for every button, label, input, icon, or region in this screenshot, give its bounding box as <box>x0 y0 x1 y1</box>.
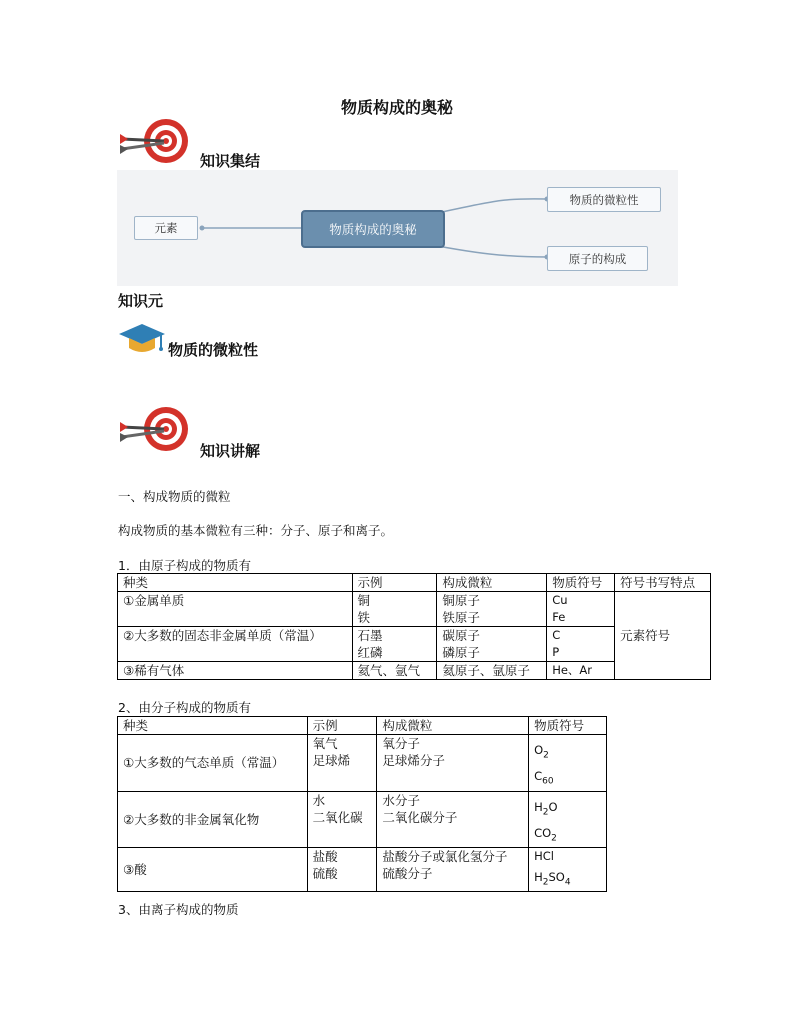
symbol-cell <box>529 848 607 892</box>
particle-2: 二氧化碳分子 <box>382 809 458 825</box>
symbol-O2: $O_2$ <box>534 743 549 761</box>
header-cell: 构成微粒 <box>437 574 547 592</box>
symbol-CO2: $CO_2$ <box>534 825 557 844</box>
kind-cell: ②大多数的固态非金属单质（常温） <box>118 627 353 662</box>
heading-particles: 一、构成物质的微粒 <box>118 489 231 504</box>
symbol-cell <box>529 735 607 792</box>
kind-cell: ①金属单质 <box>118 592 353 627</box>
header-cell: 构成微粒 <box>377 717 529 735</box>
example-2: 足球烯 <box>312 753 351 768</box>
example-cell <box>307 848 377 892</box>
mind-map <box>117 170 678 286</box>
section-collect-heading: 知识集结 <box>200 152 261 170</box>
example-cell <box>307 791 377 848</box>
particle-cell <box>377 735 529 792</box>
table-row <box>118 791 607 848</box>
example-2: 二氧化碳 <box>312 809 363 825</box>
example-2: 铁 <box>357 610 371 625</box>
section-micro-heading: 物质的微粒性 <box>168 341 259 359</box>
header-cell: 物质符号 <box>529 717 607 735</box>
particle-2: 足球烯分子 <box>382 753 445 768</box>
particle-2: 铁原子 <box>442 610 480 625</box>
feature-cell: 元素符号 <box>615 592 711 680</box>
molecule-substances-table <box>117 716 607 892</box>
particle-cell <box>377 791 529 848</box>
particle-cell <box>437 627 547 662</box>
example-1: 水 <box>312 792 326 808</box>
symbol-H2SO4: $H_2SO_4$ <box>534 870 571 888</box>
symbol-H2O: $H_2O$ <box>534 799 558 817</box>
example-1: 铜 <box>357 593 371 608</box>
particle-cell <box>377 848 529 892</box>
symbol-2: Fe <box>552 610 566 624</box>
symbol-1: C <box>552 628 561 642</box>
symbol-cell <box>547 592 615 627</box>
particle-1: 铜原子 <box>442 593 480 608</box>
mind-node-center: 物质构成的奥秘 <box>301 210 445 248</box>
particle-1: 氧分子 <box>382 736 420 751</box>
intro-text: 构成物质的基本微粒有三种：分子、原子和离子。 <box>118 523 394 538</box>
header-cell: 种类 <box>118 574 353 592</box>
particle-2: 硫酸分子 <box>382 866 433 882</box>
symbol-C60: $C_{60}$ <box>534 769 554 787</box>
example-cell: 氦气、氩气 <box>352 662 437 680</box>
table-header-row <box>118 574 711 592</box>
header-cell: 示例 <box>307 717 377 735</box>
particle-1: 碳原子 <box>442 628 480 643</box>
subheading-molecules: 2、由分子构成的物质有 <box>118 700 251 715</box>
example-cell <box>352 592 437 627</box>
particle-cell <box>437 592 547 627</box>
symbol-1: Cu <box>552 593 568 607</box>
particle-cell: 氦原子、氩原子 <box>437 662 547 680</box>
example-1: 盐酸 <box>312 849 338 865</box>
subheading-atoms: 1．由原子构成的物质有 <box>118 558 251 573</box>
table-row <box>118 735 607 792</box>
target-icon <box>118 117 192 167</box>
kind-cell: ③稀有气体 <box>118 662 353 680</box>
symbol-cell <box>547 627 615 662</box>
symbol-2: P <box>552 645 560 659</box>
section-explain-heading: 知识讲解 <box>200 442 261 460</box>
table-header-row <box>118 717 607 735</box>
table-row <box>118 592 711 627</box>
example-2: 硫酸 <box>312 866 338 882</box>
mind-node-particle: 物质的微粒性 <box>547 187 661 212</box>
symbol-cell <box>529 791 607 848</box>
example-cell <box>352 627 437 662</box>
particle-1: 水分子 <box>382 792 420 808</box>
header-cell: 符号书写特点 <box>615 574 711 592</box>
example-1: 石墨 <box>357 628 383 643</box>
mind-node-element: 元素 <box>134 216 198 240</box>
mind-node-atom: 原子的构成 <box>547 246 648 271</box>
particle-1: 盐酸分子或氯化氢分子 <box>382 849 508 865</box>
kind-cell: ②大多数的非金属氧化物 <box>118 791 308 848</box>
example-2: 红磷 <box>357 645 383 660</box>
header-cell: 物质符号 <box>547 574 615 592</box>
table-row <box>118 848 607 892</box>
particle-2: 磷原子 <box>442 645 480 660</box>
page-title: 物质构成的奥秘 <box>340 98 453 117</box>
target-icon <box>118 405 192 455</box>
kind-cell: ③酸 <box>118 848 308 892</box>
header-cell: 示例 <box>352 574 437 592</box>
graduation-cap-icon <box>117 322 167 356</box>
symbol-HCl: HCl <box>534 849 554 864</box>
kind-cell: ①大多数的气态单质（常温） <box>118 735 308 792</box>
header-cell: 种类 <box>118 717 308 735</box>
example-cell <box>307 735 377 792</box>
symbol-cell: He、Ar <box>547 662 615 680</box>
example-1: 氧气 <box>312 736 338 751</box>
atom-substances-table <box>117 573 711 680</box>
section-unit-heading: 知识元 <box>118 292 164 310</box>
subheading-ions: 3、由离子构成的物质 <box>118 902 239 917</box>
